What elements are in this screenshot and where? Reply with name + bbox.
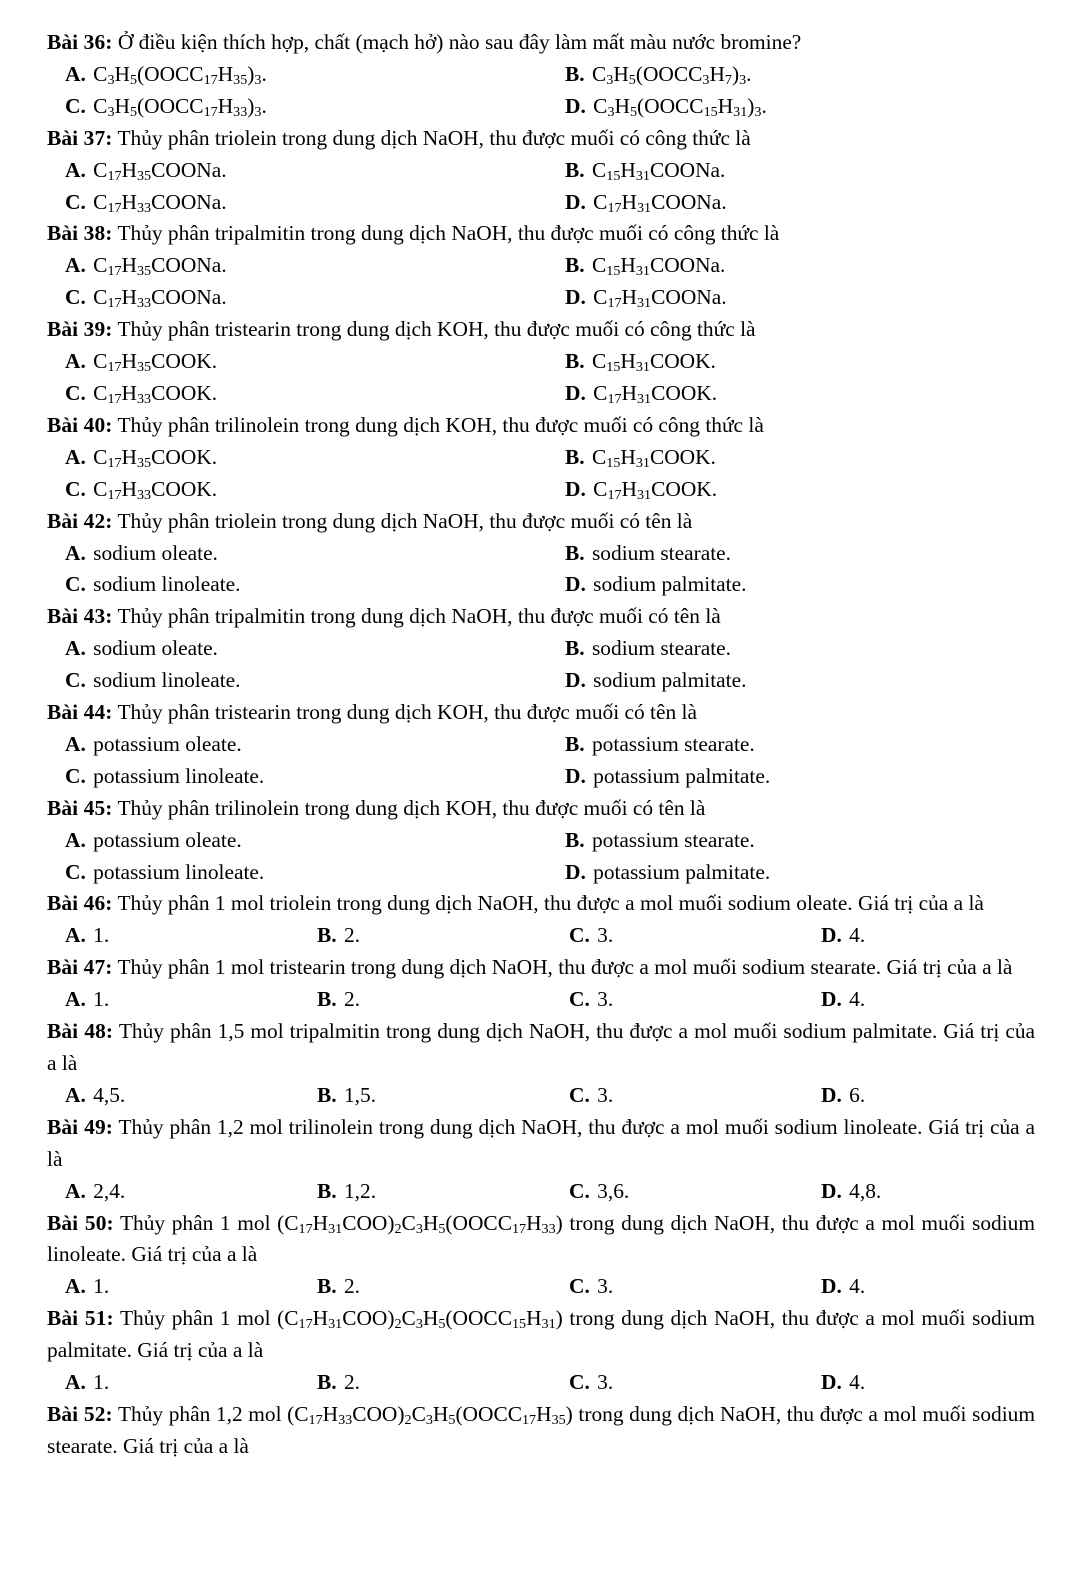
option <box>317 1176 569 1208</box>
question-number: Bài 37: <box>47 125 113 150</box>
option <box>569 1271 821 1303</box>
options-row <box>47 1080 1035 1112</box>
option-label: C. <box>569 987 590 1012</box>
option-label: B. <box>317 1370 337 1395</box>
question-text: Thủy phân 1,2 mol trilinolein trong dung dịch NaOH, thu được a mol muối sodium linoleate. Giá trị của a là <box>47 1114 1036 1171</box>
option-label: A. <box>65 923 86 948</box>
option-label: B. <box>565 61 585 86</box>
option <box>65 1080 317 1112</box>
option <box>65 1367 317 1399</box>
question-number: Bài 52: <box>47 1401 113 1426</box>
question-number: Bài 48: <box>47 1019 114 1044</box>
question-block <box>47 888 1035 952</box>
option <box>569 1176 821 1208</box>
question-text: Thủy phân 1 mol tristearin trong dung dịch NaOH, thu được a mol muối sodium stearate. Giá trị của a là <box>117 955 1013 980</box>
option <box>565 633 1035 665</box>
option-text: $C_{17}H_{33}COOK$. <box>93 476 218 503</box>
option-text: $C_{17}H_{35}COONa$. <box>93 253 227 280</box>
option-text: sodium oleate. <box>93 540 218 565</box>
option-label: C. <box>65 476 86 501</box>
question-stem <box>47 601 1035 633</box>
option-text: sodium oleate. <box>93 636 218 661</box>
option <box>821 984 1035 1016</box>
option <box>821 1367 1035 1399</box>
question-number: Bài 42: <box>47 508 113 533</box>
option-text: $C_{17}H_{33}COONa$. <box>93 189 227 216</box>
option-text: 2,4. <box>93 1178 126 1203</box>
option-label: B. <box>565 636 585 661</box>
option <box>65 346 565 378</box>
option <box>821 1176 1035 1208</box>
option <box>65 538 565 570</box>
option <box>569 920 821 952</box>
options-row <box>47 729 1035 761</box>
option-text: 4,8. <box>849 1178 882 1203</box>
option <box>565 155 1035 187</box>
option-label: C. <box>65 859 86 884</box>
option-label: A. <box>65 157 86 182</box>
option <box>565 569 1035 601</box>
question-number: Bài 43: <box>47 604 113 629</box>
option-text: 1. <box>93 1370 110 1395</box>
option-text: potassium palmitate. <box>593 859 771 884</box>
option <box>65 282 565 314</box>
question-block <box>47 952 1035 1016</box>
option <box>65 665 565 697</box>
option <box>65 729 565 761</box>
option-label: C. <box>65 285 86 310</box>
question-text: Thủy phân triolein trong dung dịch NaOH, thu được muối có công thức là <box>117 125 751 150</box>
option-text: $C_{17}H_{33}COOK$. <box>93 380 218 408</box>
option-label: A. <box>65 349 86 374</box>
options-row <box>47 984 1035 1016</box>
option <box>565 250 1035 282</box>
option-text: 4. <box>849 923 866 948</box>
question-text: Ở điều kiện thích hợp, chất (mạch hở) nào sau đây làm mất màu nước bromine? <box>117 30 802 54</box>
option-label: B. <box>565 349 585 374</box>
option-text: $C_{15}H_{31}COONa$. <box>591 253 726 280</box>
option-text: potassium linoleate. <box>93 859 265 884</box>
option-label: C. <box>569 923 590 948</box>
question-text: Thủy phân trilinolein trong dung dịch KOH, thu được muối có công thức là <box>117 412 764 437</box>
option-text: sodium palmitate. <box>593 572 747 597</box>
option-text: 1. <box>93 1274 110 1299</box>
option <box>65 187 565 219</box>
option <box>65 250 565 282</box>
question-stem <box>47 1016 1035 1080</box>
option-label: C. <box>569 1178 590 1203</box>
question-block <box>47 793 1035 889</box>
options-row <box>47 91 1035 123</box>
question-text: Thủy phân 1 mol $(C_{17}H_{31}COO)_2C_3H_5(OOCC_{15}H_{31})$ trong dung dịch NaOH, thu được a mol muối sodium palmitate. Giá trị của a là <box>47 1306 1035 1363</box>
option-label: A. <box>65 253 86 278</box>
option-text: potassium oleate. <box>93 827 242 852</box>
option-text: 2. <box>343 923 361 948</box>
option <box>65 633 565 665</box>
option <box>565 91 1035 123</box>
question-number: Bài 40: <box>47 412 113 437</box>
option-text: 3. <box>597 1370 614 1395</box>
option <box>65 59 565 91</box>
option-label: A. <box>65 731 86 756</box>
option <box>65 857 565 889</box>
option-label: C. <box>65 189 86 214</box>
option-label: D. <box>565 859 586 884</box>
question-stem <box>47 1399 1035 1463</box>
option-label: C. <box>569 1370 590 1395</box>
question-text: Thủy phân 1 mol $(C_{17}H_{31}COO)_2C_3H_5(OOCC_{17}H_{33})$ trong dung dịch NaOH, thu được a mol muối sodium linoleate. Giá trị của a là <box>47 1210 1035 1267</box>
option-text: 2. <box>343 987 361 1012</box>
option <box>565 665 1035 697</box>
option-text: 1,2. <box>343 1178 377 1203</box>
options-row <box>47 920 1035 952</box>
option <box>317 1080 569 1112</box>
option-text: 3. <box>597 923 614 948</box>
option-label: D. <box>565 285 586 310</box>
options-row <box>47 857 1035 889</box>
question-text: Thủy phân triolein trong dung dịch NaOH, thu được muối có tên là <box>117 508 693 533</box>
question-block <box>47 506 1035 602</box>
option-text: 3. <box>597 1082 614 1107</box>
option-label: B. <box>565 157 585 182</box>
option-label: D. <box>821 1178 842 1203</box>
option <box>65 984 317 1016</box>
question-stem <box>47 314 1035 346</box>
option-text: $C_3H_5(OOCC_{17}H_{35})_3$. <box>93 61 267 88</box>
option <box>569 984 821 1016</box>
option-text: $C_3H_5(OOCC_{15}H_{31})_3$. <box>593 93 767 120</box>
option-label: D. <box>565 476 586 501</box>
options-row <box>47 825 1035 857</box>
option-text: 3. <box>597 987 614 1012</box>
option-text: 6. <box>849 1082 866 1107</box>
option <box>65 1271 317 1303</box>
question-number: Bài 45: <box>47 795 113 820</box>
option-text: 4. <box>849 1370 866 1395</box>
option <box>565 187 1035 219</box>
options-row <box>47 378 1035 410</box>
option-label: A. <box>65 1178 86 1203</box>
question-number: Bài 36: <box>47 30 113 54</box>
question-stem <box>47 27 1035 59</box>
option-text: $C_{17}H_{31}COOK$. <box>593 476 718 503</box>
option <box>565 729 1035 761</box>
option <box>565 378 1035 410</box>
option-label: B. <box>565 444 585 469</box>
question-block <box>47 1303 1035 1399</box>
question-text: Thủy phân tripalmitin trong dung dịch NaOH, thu được muối có công thức là <box>117 221 780 246</box>
options-row <box>47 665 1035 697</box>
option-text: 1. <box>93 987 110 1012</box>
options-row <box>47 250 1035 282</box>
option <box>65 155 565 187</box>
option-label: D. <box>821 1082 842 1107</box>
option <box>317 1367 569 1399</box>
question-stem <box>47 697 1035 729</box>
option-label: D. <box>821 987 842 1012</box>
option-text: sodium stearate. <box>591 636 731 661</box>
question-block <box>47 410 1035 506</box>
option-text: 4. <box>849 987 866 1012</box>
option <box>65 569 565 601</box>
option <box>565 442 1035 474</box>
option-text: sodium linoleate. <box>93 668 241 693</box>
option <box>565 474 1035 506</box>
option-text: 1. <box>93 923 110 948</box>
options-row <box>47 633 1035 665</box>
question-stem <box>47 888 1035 920</box>
question-stem <box>47 218 1035 250</box>
option-label: A. <box>65 540 86 565</box>
option-label: C. <box>65 380 86 405</box>
option-label: B. <box>565 731 585 756</box>
option-label: A. <box>65 444 86 469</box>
option-text: potassium stearate. <box>591 827 755 852</box>
option <box>65 91 565 123</box>
option-text: $C_{17}H_{35}COOK$. <box>93 444 218 471</box>
option-label: B. <box>565 827 585 852</box>
option-text: $C_3H_5(OOCC_{17}H_{33})_3$. <box>93 93 267 120</box>
option-label: A. <box>65 61 86 86</box>
question-block <box>47 601 1035 697</box>
option-label: D. <box>565 763 586 788</box>
question-number: Bài 47: <box>47 955 113 980</box>
question-number: Bài 49: <box>47 1114 113 1139</box>
option <box>65 920 317 952</box>
option-text: $C_{17}H_{33}COONa$. <box>93 285 227 312</box>
question-number: Bài 51: <box>47 1306 114 1331</box>
question-number: Bài 46: <box>47 891 113 916</box>
question-stem <box>47 123 1035 155</box>
question-number: Bài 39: <box>47 317 113 342</box>
option <box>65 378 565 410</box>
option <box>565 346 1035 378</box>
option-label: A. <box>65 827 86 852</box>
option-label: D. <box>565 189 586 214</box>
option <box>565 825 1035 857</box>
question-block <box>47 27 1035 123</box>
question-text: Thủy phân tristearin trong dung dịch KOH, thu được muối có công thức là <box>117 317 756 342</box>
option-text: 4,5. <box>93 1082 126 1107</box>
question-block <box>47 1016 1035 1112</box>
options-row <box>47 1271 1035 1303</box>
options-row <box>47 282 1035 314</box>
option-text: sodium linoleate. <box>93 572 241 597</box>
question-stem <box>47 506 1035 538</box>
option <box>821 1271 1035 1303</box>
question-stem <box>47 1112 1035 1176</box>
options-row <box>47 155 1035 187</box>
question-stem <box>47 1303 1035 1367</box>
options-row <box>47 187 1035 219</box>
question-text: Thủy phân trilinolein trong dung dịch KOH, thu được muối có tên là <box>117 795 706 820</box>
options-row <box>47 538 1035 570</box>
option-label: C. <box>65 668 86 693</box>
option-label: C. <box>65 763 86 788</box>
option <box>565 761 1035 793</box>
option-label: A. <box>65 1370 86 1395</box>
option-text: 2. <box>343 1370 361 1395</box>
option-text: $C_{17}H_{35}COOK$. <box>93 349 218 376</box>
option <box>565 538 1035 570</box>
question-block <box>47 1399 1035 1463</box>
option-label: D. <box>565 572 586 597</box>
options-row <box>47 442 1035 474</box>
option-label: B. <box>317 1178 337 1203</box>
option <box>565 857 1035 889</box>
question-text: Thủy phân 1 mol triolein trong dung dịch NaOH, thu được a mol muối sodium oleate. Giá trị của a là <box>117 891 984 916</box>
option-label: A. <box>65 987 86 1012</box>
option-text: sodium stearate. <box>591 540 731 565</box>
option-text: $C_{17}H_{31}COOK$. <box>593 380 718 408</box>
option-label: C. <box>65 572 86 597</box>
option-label: D. <box>821 923 842 948</box>
option <box>565 59 1035 91</box>
option-label: D. <box>565 93 586 118</box>
option-label: B. <box>565 540 585 565</box>
options-row <box>47 761 1035 793</box>
option-label: A. <box>65 1082 86 1107</box>
question-text: Thủy phân 1,5 mol tripalmitin trong dung dịch NaOH, thu được a mol muối sodium palmitate. Giá trị của a là <box>47 1019 1036 1075</box>
question-block <box>47 218 1035 314</box>
option <box>565 282 1035 314</box>
option <box>65 442 565 474</box>
option-label: C. <box>569 1082 590 1107</box>
option-label: B. <box>317 1082 337 1107</box>
option-text: potassium linoleate. <box>93 763 265 788</box>
option-label: B. <box>317 987 337 1012</box>
option-text: 3,6. <box>597 1178 630 1203</box>
option-text: 4. <box>849 1274 866 1299</box>
options-row <box>47 59 1035 91</box>
option-text: potassium oleate. <box>93 731 242 756</box>
option-text: 3. <box>597 1274 614 1299</box>
question-stem <box>47 952 1035 984</box>
option-text: $C_3H_5(OOCC_3H_7)_3$. <box>591 61 752 88</box>
worksheet <box>47 27 1035 1463</box>
option-text: $C_{15}H_{31}COOK$. <box>591 444 716 471</box>
option-text: potassium palmitate. <box>593 763 771 788</box>
options-row <box>47 1176 1035 1208</box>
question-block <box>47 1208 1035 1304</box>
option-label: D. <box>565 380 586 405</box>
option-text: $C_{17}H_{31}COONa$. <box>593 189 727 216</box>
question-number: Bài 50: <box>47 1210 114 1235</box>
option-label: D. <box>565 668 586 693</box>
option-label: C. <box>65 93 86 118</box>
option <box>65 1176 317 1208</box>
question-block <box>47 697 1035 793</box>
option-label: A. <box>65 1274 86 1299</box>
option <box>821 1080 1035 1112</box>
options-row <box>47 474 1035 506</box>
option <box>65 761 565 793</box>
option-text: sodium palmitate. <box>593 668 747 693</box>
options-row <box>47 569 1035 601</box>
option-label: D. <box>821 1274 842 1299</box>
options-row <box>47 346 1035 378</box>
options-row <box>47 1367 1035 1399</box>
option <box>317 920 569 952</box>
question-number: Bài 44: <box>47 700 113 725</box>
question-number: Bài 38: <box>47 221 113 246</box>
option-text: $C_{17}H_{31}COONa$. <box>593 285 727 312</box>
option-label: D. <box>821 1370 842 1395</box>
option-text: potassium stearate. <box>591 731 755 756</box>
question-text: Thủy phân tripalmitin trong dung dịch NaOH, thu được muối có tên là <box>117 604 721 629</box>
option-label: B. <box>317 1274 337 1299</box>
option <box>317 984 569 1016</box>
question-block <box>47 123 1035 219</box>
option-label: B. <box>565 253 585 278</box>
question-block <box>47 1112 1035 1208</box>
option-text: $C_{15}H_{31}COONa$. <box>591 157 726 184</box>
option-text: 2. <box>343 1274 361 1299</box>
option <box>821 920 1035 952</box>
option <box>317 1271 569 1303</box>
question-text: Thủy phân 1,2 mol $(C_{17}H_{33}COO)_2C_3H_5(OOCC_{17}H_{35})$ trong dung dịch NaOH, thu được a mol muối sodium stearate. Giá trị của a là <box>47 1401 1035 1458</box>
question-text: Thủy phân tristearin trong dung dịch KOH, thu được muối có tên là <box>117 700 697 725</box>
option-label: C. <box>569 1274 590 1299</box>
option <box>65 474 565 506</box>
option-text: 1,5. <box>343 1082 377 1107</box>
option <box>569 1367 821 1399</box>
option-label: B. <box>317 923 337 948</box>
question-stem <box>47 410 1035 442</box>
question-stem <box>47 793 1035 825</box>
option <box>65 825 565 857</box>
option <box>569 1080 821 1112</box>
option-text: $C_{17}H_{35}COONa$. <box>93 157 227 184</box>
option-text: $C_{15}H_{31}COOK$. <box>591 349 716 376</box>
question-block <box>47 314 1035 410</box>
question-stem <box>47 1208 1035 1272</box>
option-label: A. <box>65 636 86 661</box>
